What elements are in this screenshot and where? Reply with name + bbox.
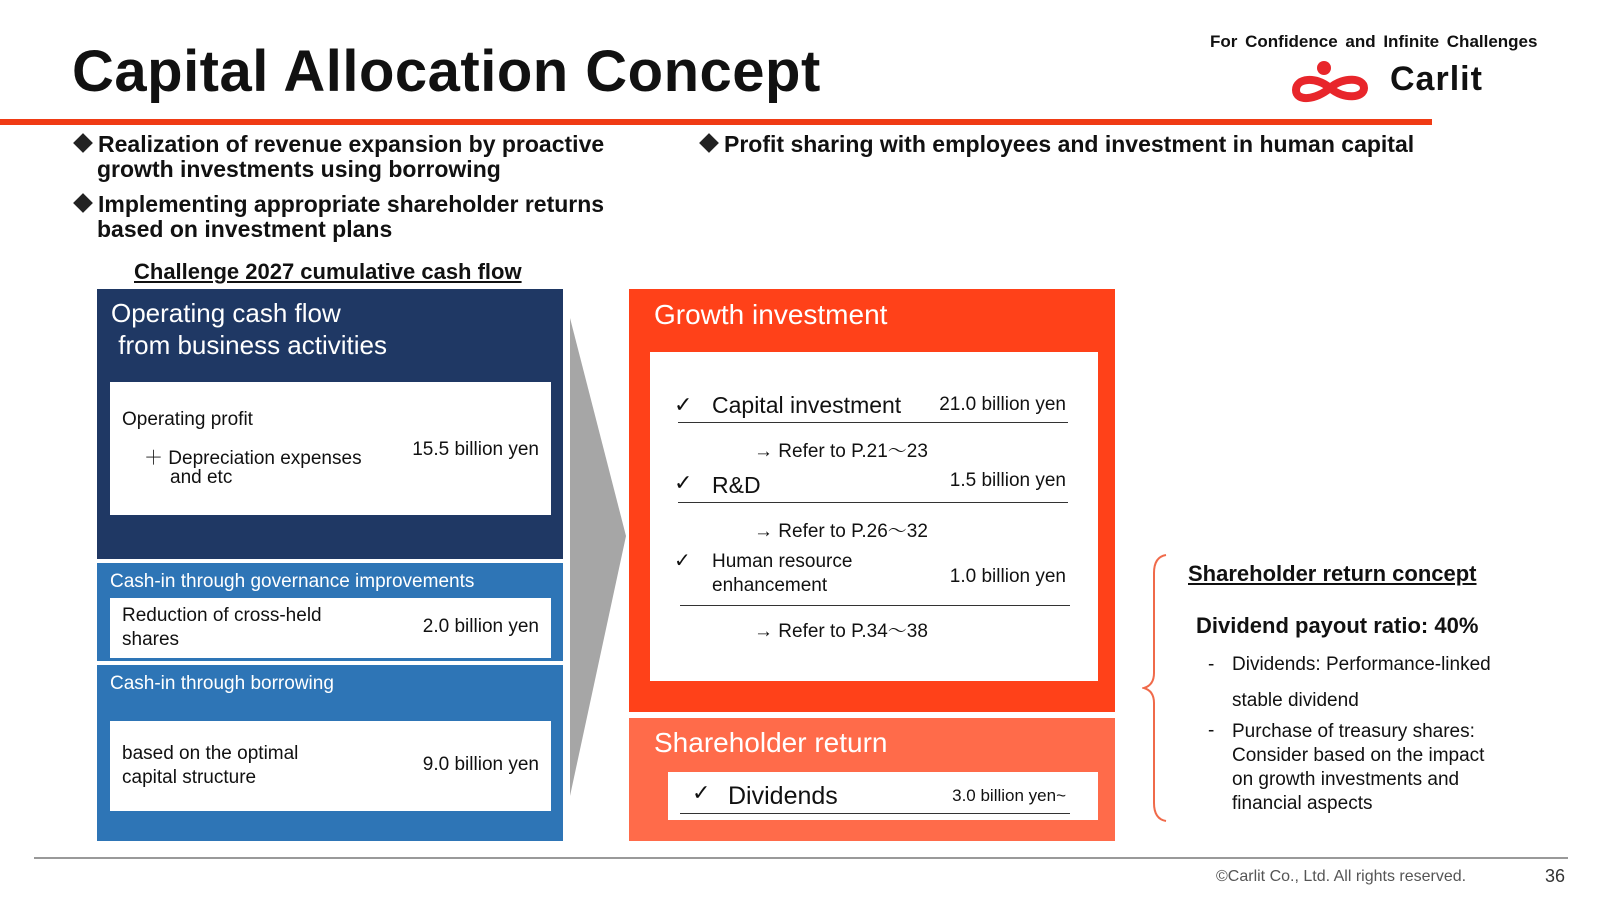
bullet-2: Implementing appropriate shareholder returns based on investment plans bbox=[76, 192, 604, 242]
concept-point-1: Dividends: Performance-linked bbox=[1232, 654, 1491, 675]
operating-profit-box: Operating profit ＋ Depreciation expenses and etc 15.5 billion yen bbox=[110, 382, 551, 515]
flow-arrow-icon bbox=[568, 318, 628, 796]
ref-hr: → Refer to P.34～38 bbox=[754, 621, 928, 642]
governance-box: Reduction of cross-held shares 2.0 billion yen bbox=[110, 598, 551, 658]
page-number: 36 bbox=[1545, 866, 1566, 886]
copyright: ©Carlit Co., Ltd. All rights reserved. bbox=[1216, 868, 1467, 885]
check-icon: ✓ bbox=[674, 550, 691, 572]
ref-capital: → Refer to P.21～23 bbox=[754, 441, 928, 462]
governance-amount: 2.0 billion yen bbox=[422, 616, 539, 637]
diamond-icon bbox=[73, 133, 93, 153]
growth-item-hr: Human resource enhancement bbox=[712, 551, 853, 596]
logo-text: Carlit bbox=[1390, 60, 1483, 98]
growth-amount-rd: 1.5 billion yen bbox=[949, 470, 1066, 491]
page-title: Capital Allocation Concept bbox=[72, 39, 821, 104]
dividends-amount: 3.0 billion yen~ bbox=[952, 786, 1066, 805]
growth-amount-hr: 1.0 billion yen bbox=[949, 566, 1066, 587]
operating-cashflow-title: Operating cash flow from business activities bbox=[111, 298, 387, 360]
bullet-3: Profit sharing with employees and investment in human capital bbox=[702, 132, 1414, 157]
shareholder-return-title: Shareholder return bbox=[654, 727, 888, 758]
payout-ratio: Dividend payout ratio: 40% bbox=[1196, 613, 1479, 638]
dividends-box bbox=[668, 772, 1098, 820]
bullet-1: Realization of revenue expansion by proactive growth investments using borrowing bbox=[76, 132, 604, 182]
carlit-logo-icon bbox=[1290, 60, 1386, 106]
dividends-label: Dividends bbox=[728, 782, 838, 810]
check-icon: ✓ bbox=[674, 392, 693, 417]
ref-rd: → Refer to P.26～32 bbox=[754, 521, 928, 542]
footer-line bbox=[34, 857, 1568, 859]
concept-point-2: Purchase of treasury shares: Consider based on the impact on growth investments and financial aspects bbox=[1232, 721, 1485, 814]
borrowing-title: Cash-in through borrowing bbox=[110, 673, 334, 694]
diamond-icon bbox=[73, 193, 93, 213]
diamond-icon bbox=[699, 133, 719, 153]
growth-investment-title: Growth investment bbox=[654, 299, 888, 330]
governance-title: Cash-in through governance improvements bbox=[110, 571, 475, 592]
tagline: For Confidence and Infinite Challenges bbox=[1210, 32, 1538, 51]
growth-items-box bbox=[650, 352, 1098, 681]
borrowing-amount: 9.0 billion yen bbox=[422, 754, 539, 775]
brace-icon bbox=[1142, 553, 1172, 823]
cashflow-title: Challenge 2027 cumulative cash flow bbox=[134, 259, 522, 284]
check-icon: ✓ bbox=[674, 470, 693, 495]
growth-item-capital: Capital investment bbox=[712, 392, 902, 418]
growth-amount-capital: 21.0 billion yen bbox=[939, 394, 1066, 415]
concept-title: Shareholder return concept bbox=[1188, 561, 1477, 586]
check-icon: ✓ bbox=[692, 780, 711, 805]
header-accent-line bbox=[0, 119, 1432, 125]
borrowing-box: based on the optimal capital structure 9.0 billion yen bbox=[110, 721, 551, 811]
growth-item-rd: R&D bbox=[712, 472, 761, 498]
operating-amount: 15.5 billion yen bbox=[412, 439, 539, 460]
